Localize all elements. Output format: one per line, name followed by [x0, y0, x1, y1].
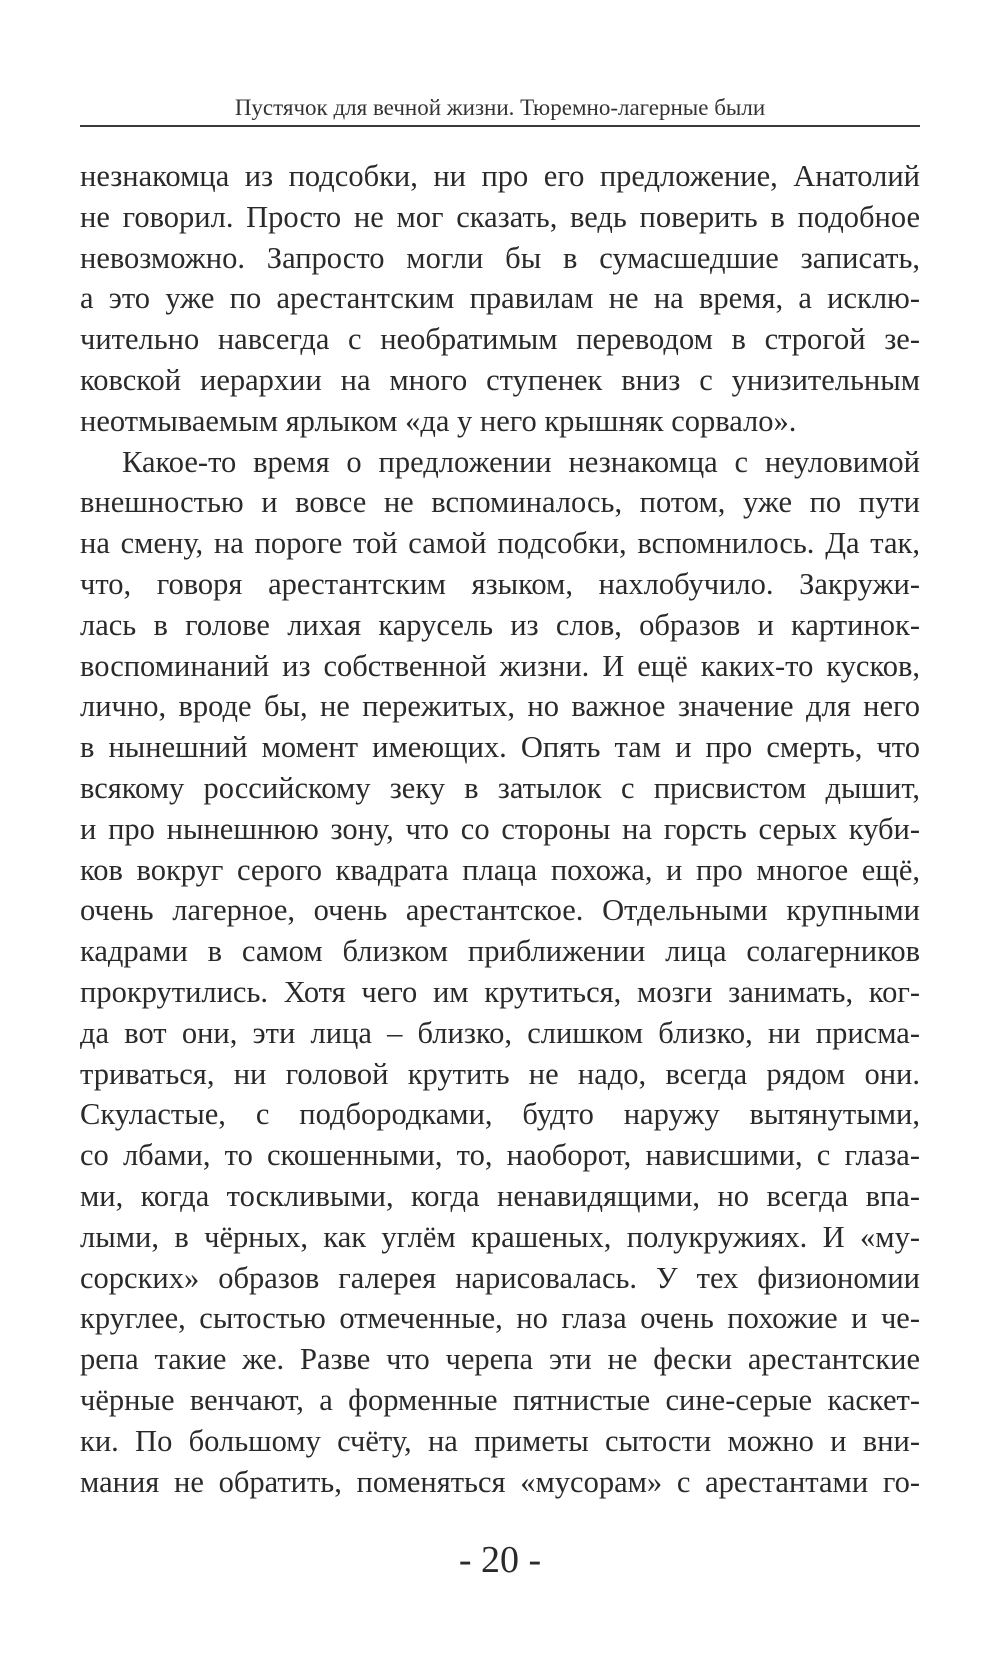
- text-line: на смену, на пороге той самой подсобки, вспомнилось. Да так,: [80, 526, 920, 561]
- text-line: ковской иерархии на много ступенек вниз с унизительным: [80, 362, 920, 397]
- text-line: Скуластые, с подбородками, будто наружу вытянутыми,: [80, 1097, 920, 1132]
- text-line: прокрутились. Хотя чего им крутиться, мозги занимать, ког-: [80, 974, 920, 1009]
- text-line: сорских» образов галерея нарисовалась. У тех физиономии: [80, 1260, 920, 1295]
- text-line: не говорил. Просто не мог сказать, ведь поверить в подобное: [80, 199, 920, 234]
- text-line: со лбами, то скошенными, то, наоборот, нависшими, с глаза-: [80, 1138, 920, 1173]
- text-line: в нынешний момент имеющих. Опять там и про смерть, что: [80, 730, 920, 765]
- text-line: да вот они, эти лица – близко, слишком близко, ни присма-: [80, 1015, 920, 1050]
- body-text: [80, 156, 920, 1502]
- text-line: триваться, ни головой крутить не надо, всегда рядом они.: [80, 1056, 920, 1091]
- text-line: Какое-то время о предложении незнакомца с неуловимой: [122, 444, 920, 479]
- text-line: ков вокруг серого квадрата плаца похожа, и про многое ещё,: [80, 852, 920, 887]
- text-line: чительно навсегда с необратимым переводом в строгой зе-: [80, 322, 920, 357]
- text-line: лась в голове лихая карусель из слов, образов и картинок-: [80, 607, 920, 642]
- text-line: круглее, сытостью отмеченные, но глаза очень похожие и че-: [80, 1301, 920, 1336]
- paragraph-2: [80, 442, 920, 1503]
- running-header: Пустячок для вечной жизни. Тюремно-лагерные были: [234, 95, 766, 120]
- text-line: ми, когда тоскливыми, когда ненавидящими, но всегда впа-: [80, 1178, 920, 1213]
- text-line: а это уже по арестантским правилам не на время, а исклю-: [80, 281, 920, 316]
- text-line: всякому российскому зеку в затылок с присвистом дышит,: [80, 770, 920, 805]
- text-line: лыми, в чёрных, как углём крашеных, полукружиях. И «му-: [80, 1219, 920, 1254]
- text-line: чёрные венчают, а форменные пятнистые сине-серые каскет-: [80, 1382, 920, 1417]
- text-line: мания не обратить, поменяться «мусорам» с арестантами го-: [80, 1464, 920, 1499]
- text-line: лично, вроде бы, не пережитых, но важное значение для него: [80, 689, 920, 724]
- text-line: невозможно. Запросто могли бы в сумасшедшие записать,: [80, 240, 920, 275]
- text-line: незнакомца из подсобки, ни про его предложение, Анатолий: [80, 159, 920, 193]
- text-line: внешностью и вовсе не вспоминалось, потом, уже по пути: [80, 485, 920, 520]
- header-rule: [80, 125, 920, 127]
- text-line: неотмываемым ярлыком «да у него крышняк сорвало».: [80, 403, 797, 438]
- text-line: репа такие же. Разве что черепа эти не фески арестантские: [80, 1342, 920, 1377]
- text-line: очень лагерное, очень арестантское. Отдельными крупными: [80, 893, 920, 928]
- text-line: ки. По большому счёту, на приметы сытости можно и вни-: [80, 1423, 920, 1458]
- text-line: воспоминаний из собственной жизни. И ещё каких-то кусков,: [80, 648, 920, 683]
- page-number: - 20 -: [458, 1539, 542, 1581]
- paragraph-1: [80, 156, 920, 442]
- text-line: кадрами в самом близком приближении лица солагерников: [80, 934, 920, 969]
- text-line: что, говоря арестантским языком, нахлобучило. Закружи-: [80, 566, 920, 601]
- text-line: и про нынешнюю зону, что со стороны на горсть серых куби-: [80, 811, 920, 846]
